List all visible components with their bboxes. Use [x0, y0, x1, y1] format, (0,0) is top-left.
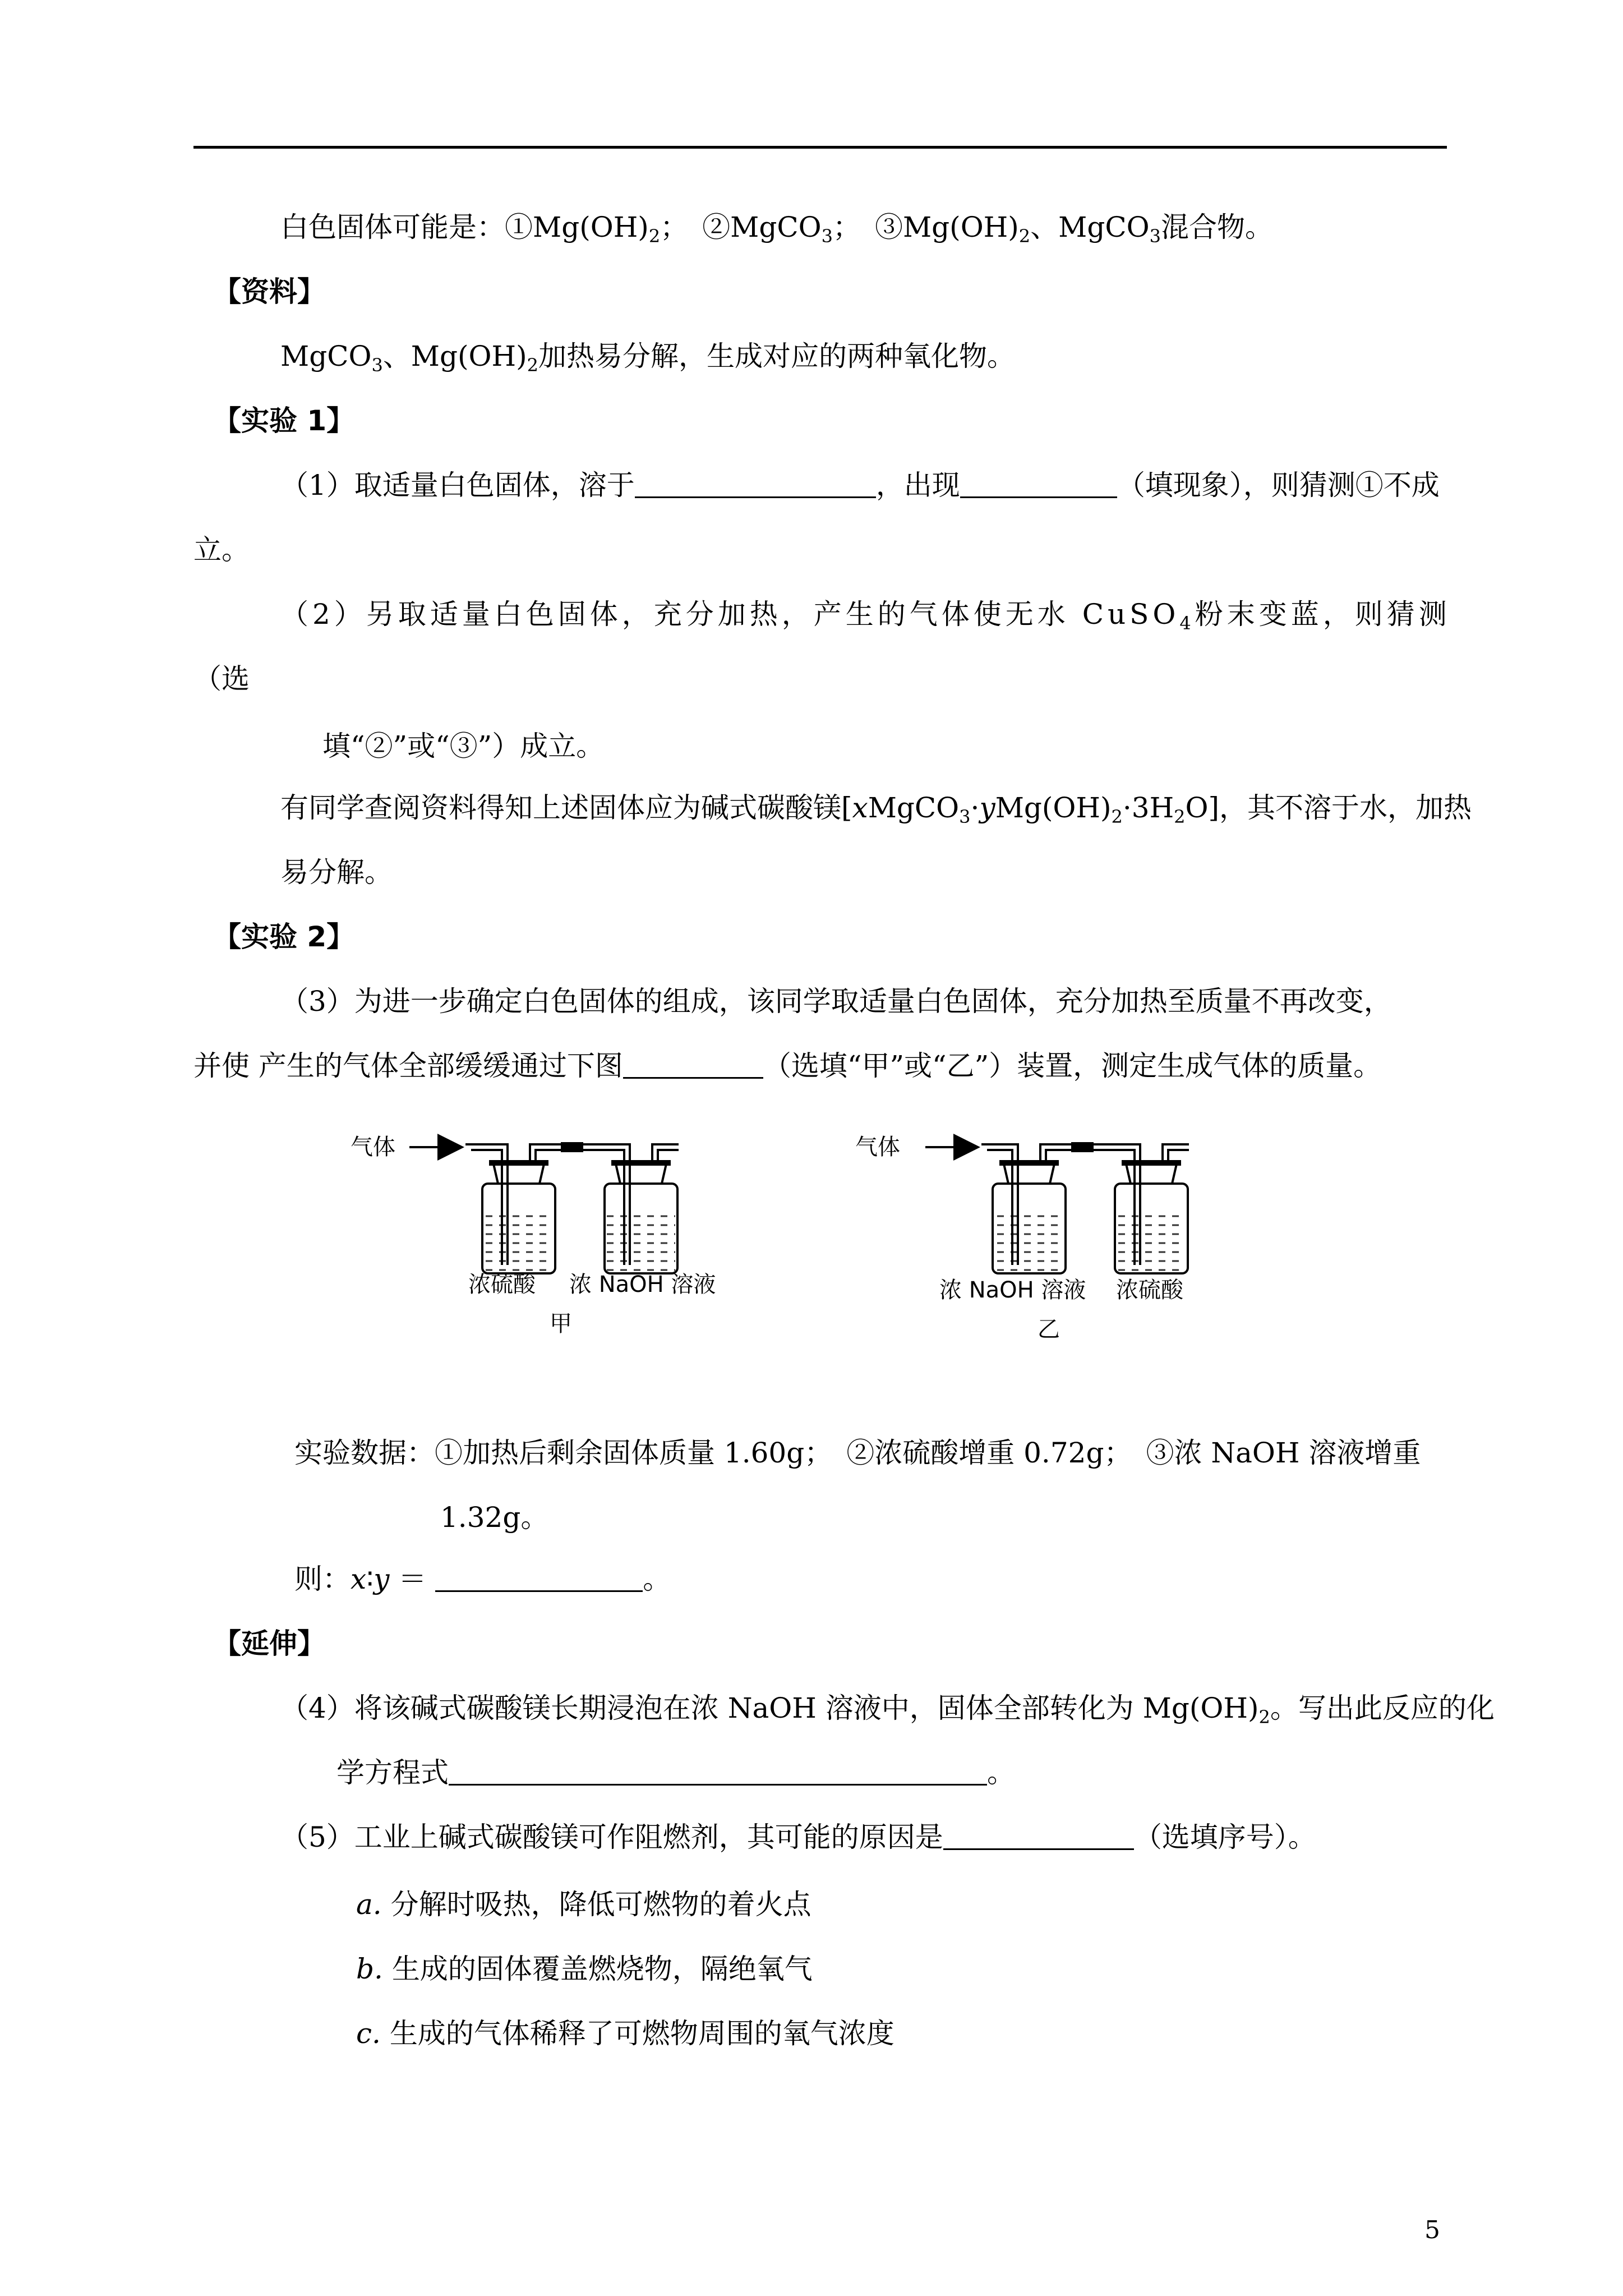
question-1: （1）取适量白色固体，溶于 ，出现 （填现象），则猜测①不成: [280, 466, 1440, 505]
question-3: （3）为进一步确定白色固体的组成，该同学取适量白色固体，充分加热至质量不再改变，: [280, 985, 1392, 1018]
apparatus-jia: [409, 1142, 679, 1273]
answer-blank-equation[interactable]: [449, 1755, 987, 1786]
question-2-cont: （选: [193, 662, 250, 695]
heading-extension: 【延伸】: [213, 1627, 325, 1660]
gas-label-yi: 气体: [855, 1134, 900, 1160]
answer-blank-ratio[interactable]: [435, 1561, 643, 1592]
info-line-cont: 易分解。: [280, 856, 393, 889]
option-b: b. 生成的固体覆盖燃烧物，隔绝氧气: [356, 1953, 813, 1985]
heading-exp2: 【实验 2】: [213, 921, 355, 953]
heading-ziliao: 【资料】: [213, 275, 325, 308]
question-4: （4）将该碱式碳酸镁长期浸泡在浓 NaOH 溶液中，固体全部转化为 $Mg(OH)_2$。写出此反应的化: [280, 1692, 1495, 1728]
yi-left-label: 浓 NaOH 溶液: [939, 1277, 1086, 1303]
heading-exp1: 【实验 1】: [213, 404, 355, 437]
answer-blank-reason[interactable]: [943, 1819, 1134, 1850]
question-2: （2）另取适量白色固体，充分加热，产生的气体使无水 CuSO$_4$粉末变蓝，则猜测: [280, 598, 1451, 634]
ratio-line: 则：x∶y ＝ 。: [294, 1559, 671, 1599]
gas-label-jia: 气体: [351, 1134, 395, 1160]
possibility-line: 白色固体可能是：$①Mg(OH)_2$； ②MgCO$_3$； $③Mg(OH)_2$、MgCO$_3$混合物。: [280, 211, 1273, 247]
question-4-cont: 学方程式 。: [336, 1753, 1015, 1792]
info-line: 有同学查阅资料得知上述固体应为碱式碳酸镁$[xMgCO_3\cdot yMg(OH)_2\cdot 3H_2O]$，其不溶于水，加热: [280, 792, 1472, 827]
apparatus-yi: [925, 1142, 1189, 1273]
question-1-cont: 立。: [193, 533, 250, 566]
jia-right-label: 浓 NaOH 溶液: [569, 1272, 716, 1297]
option-c: c. 生成的气体稀释了可燃物周围的氧气浓度: [356, 2017, 895, 2050]
yi-right-label: 浓硫酸: [1116, 1277, 1183, 1303]
yi-name: 乙: [1038, 1317, 1060, 1342]
experiment-data-cont: 1.32g。: [440, 1501, 549, 1534]
jia-left-label: 浓硫酸: [468, 1272, 536, 1297]
page-number: 5: [1424, 2216, 1440, 2244]
experiment-data: 实验数据：①加热后剩余固体质量 1.60g； ②浓硫酸增重 0.72g； ③浓 NaOH 溶液增重: [294, 1437, 1421, 1469]
ziliao-text: MgCO$_3$、$Mg(OH)_2$加热易分解，生成对应的两种氧化物。: [280, 340, 1015, 376]
question-5: （5）工业上碱式碳酸镁可作阻燃剂，其可能的原因是 （选填序号）。: [280, 1818, 1316, 1857]
question-3-cont: 并使 产生的气体全部缓缓通过下图 （选填“甲”或“乙”）装置，测定生成气体的质量。: [193, 1046, 1381, 1085]
question-2-cont2: 填“②”或“③”）成立。: [322, 730, 605, 762]
option-a: a. 分解时吸热，降低可燃物的着火点: [356, 1888, 811, 1921]
jia-name: 甲: [550, 1311, 572, 1337]
